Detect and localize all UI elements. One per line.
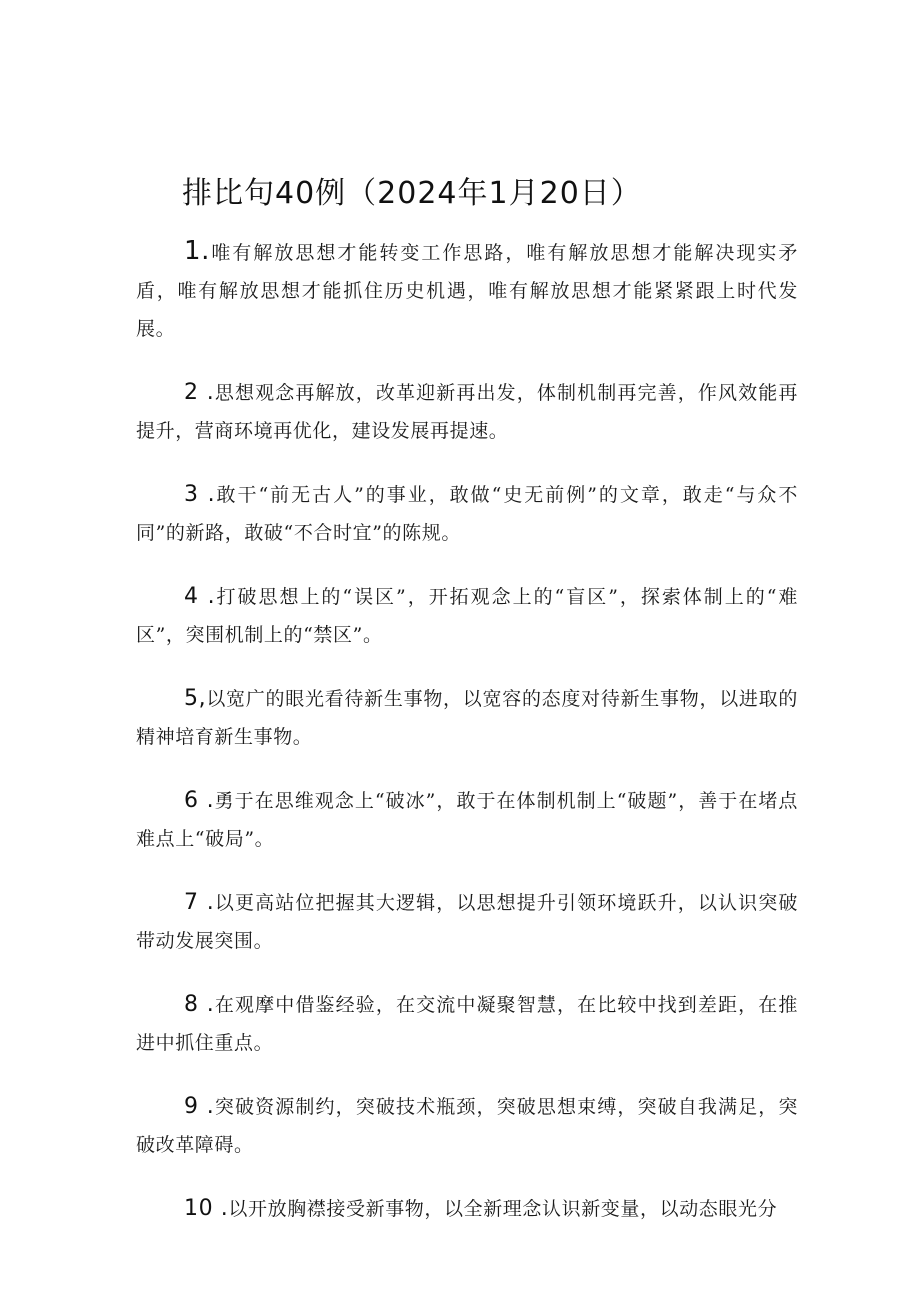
item-text: 唯有解放思想才能转变工作思路，唯有解放思想才能解决现实矛盾，唯有解放思想才能抓住历史机遇，唯有解放思想才能紧紧跟上时代发展。 [136,242,798,340]
item-text: 突破资源制约，突破技术瓶颈，突破思想束缚，突破自我满足，突破改革障碍。 [136,1096,798,1156]
item-number: 6 . [184,788,215,813]
item-list [136,232,798,1254]
list-item [136,232,798,348]
item-text: 在观摩中借鉴经验，在交流中凝聚智慧，在比较中找到差距，在推进中抓住重点。 [136,994,798,1054]
list-item [136,680,798,756]
list-item [136,884,798,960]
document-title: 排比句40例（2024年1月20日） [182,176,642,211]
list-item [136,1190,798,1228]
item-text: 以宽广的眼光看待新生事物，以宽容的态度对待新生事物，以进取的精神培育新生事物。 [136,688,798,748]
list-item [136,1088,798,1164]
item-number: 1. [184,236,211,266]
item-number: 10 . [184,1196,229,1221]
item-text: 勇于在思维观念上“破冰”，敢于在体制机制上“破题”，善于在堵点难点上“破局”。 [136,790,798,850]
item-number: 2 . [184,380,215,405]
item-text: 以开放胸襟接受新事物，以全新理念认识新变量，以动态眼光分 [228,1198,778,1220]
list-item [136,374,798,450]
list-item [136,986,798,1062]
item-text: 思想观念再解放，改革迎新再出发，体制机制再完善，作风效能再提升，营商环境再优化，建设发展再提速。 [136,382,798,442]
item-text: 打破思想上的“误区”，开拓观念上的“盲区”，探索体制上的“难区”，突围机制上的“禁区”。 [136,586,798,646]
item-text: 以更高站位把握其大逻辑，以思想提升引领环境跃升，以认识突破带动发展突围。 [136,892,798,952]
item-number: 8 . [184,992,215,1017]
item-number: 4 . [184,584,216,609]
item-number: 5, [184,686,207,711]
list-item [136,578,798,654]
list-item [136,476,798,552]
list-item [136,782,798,858]
item-number: 7 . [184,890,215,915]
item-text: 敢干“前无古人”的事业，敢做“史无前例”的文章，敢走“与众不同”的新路，敢破“不合时宜”的陈规。 [136,484,798,544]
item-number: 9 . [184,1094,215,1119]
item-number: 3 . [184,482,216,507]
